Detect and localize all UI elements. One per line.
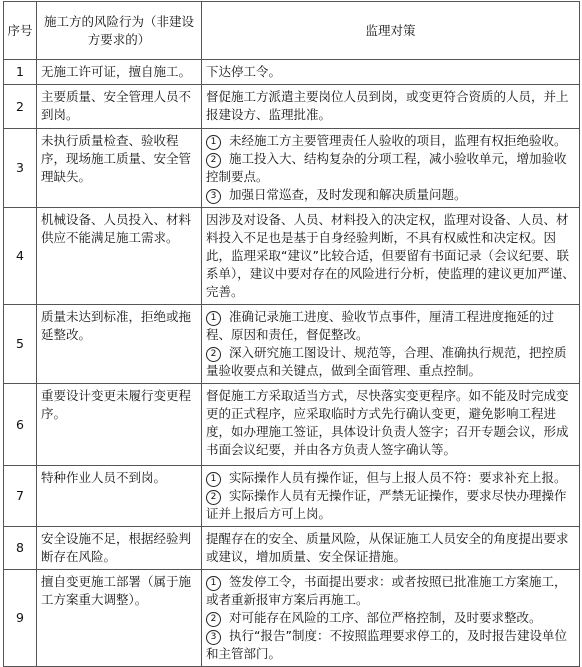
circled-number-badge: 1 [206,135,221,150]
header-measure: 监理对策 [202,2,580,60]
measure-item: 2 对可能存在风险的工序、部位严格控制，及时要求整改。 [206,609,575,627]
risk-behavior-cell: 主要质量、安全管理人员不到岗。 [37,85,202,129]
measure-item: 2 施工投入大、结构复杂的分项工程，减小验收单元，增加验收控制要点。 [206,151,567,184]
measure-item: 1 签发停工令，书面提出要求：或者按照已批准施工方案施工，或者重新报审方案后再施工。 [206,574,567,607]
measure-cell [202,570,580,667]
header-row [4,2,580,60]
circled-number-badge: 3 [206,630,221,645]
risk-behavior-cell: 重要设计变更未履行变更程序。 [37,384,202,466]
table-row [4,527,580,570]
measure-cell [202,60,580,85]
measure-item: 因涉及对设备、人员、材料投入的决定权，监理对设备、人员、材料投入不足也是基于自身经验判断，不具有权威性和决定权。因此，监理采取“建议”比较合适，但要留有书面记录（会议纪要、联系单），建议中要对存在的风险进行分析，使监理的建议更加严谨、完善。 [206,212,575,299]
row-number: 4 [4,208,37,305]
measure-item: 1 未经施工方主要管理责任人验收的项目，监理有权拒绝验收。 [206,132,575,150]
measure-item: 3 执行“报告”制度：不按照监理要求停工的，及时报告建设单位和主管部门。 [206,628,567,661]
circled-number-badge: 2 [206,490,221,505]
risk-behavior-cell: 安全设施不足，根据经验判断存在风险。 [37,527,202,570]
circled-number-badge: 1 [206,311,221,326]
circled-number-badge: 2 [206,153,221,168]
risk-behavior-cell: 机械设备、人员投入、材料供应不能满足施工需求。 [37,208,202,305]
table-row [4,466,580,527]
measure-cell [202,527,580,570]
row-number: 3 [4,129,37,208]
risk-table [3,1,580,667]
risk-behavior-cell: 质量未达到标准，拒绝或拖延整改。 [37,305,202,384]
row-number: 2 [4,85,37,129]
row-number: 9 [4,570,37,667]
row-number: 8 [4,527,37,570]
risk-behavior-cell: 无施工许可证，擅自施工。 [37,60,202,85]
risk-behavior-cell: 擅自变更施工部署（属于施工方案重大调整）。 [37,570,202,667]
header-no: 序号 [4,2,37,60]
table-body [4,60,580,667]
table-row [4,129,580,208]
table-row [4,384,580,466]
measure-cell [202,85,580,129]
row-number: 6 [4,384,37,466]
measure-cell [202,384,580,466]
table-row [4,305,580,384]
measure-item: 下达停工令。 [206,64,282,79]
circled-number-badge: 2 [206,347,221,362]
row-number: 5 [4,305,37,384]
table-row [4,60,580,85]
row-number: 1 [4,60,37,85]
measure-item: 1 准确记录施工进度、验收节点事件，厘清工程进度拖延的过程、原因和责任，督促整改。 [206,309,555,342]
measure-item: 督促施工方派遣主要岗位人员到岗，或变更符合资质的人员，并上报建设方、监理批准。 [206,89,569,122]
row-number: 7 [4,466,37,527]
circled-number-badge: 1 [206,576,221,591]
measure-item: 2 深入研究施工图设计、规范等，合理、准确执行规范，把控质量验收要点和关键点，做到全面管理、重点控制。 [206,345,567,378]
header-risk: 施工方的风险行为（非建设方要求的） [37,2,202,60]
circled-number-badge: 2 [206,612,221,627]
measure-item: 督促施工方采取适当方式，尽快落实变更程序。如不能及时完成变更的正式程序，应采取临时方式先行确认变更，避免影响工程进度，如办理施工签证，具体设计负责人签字；召开专题会议，形成书面会议纪要，并由各方负责人签字确认等。 [206,388,569,457]
measure-cell [202,129,580,208]
table-row [4,208,580,305]
risk-behavior-cell: 特种作业人员不到岗。 [37,466,202,527]
measure-item: 提醒存在的安全、质量风险，从保证施工人员安全的角度提出要求或建议，增加质量、安全保证措施。 [206,531,569,564]
circled-number-badge: 1 [206,472,221,487]
measure-item: 2 实际操作人员有无操作证，严禁无证操作，要求尽快办理操作证并上报后方可上岗。 [206,488,567,521]
measure-cell [202,466,580,527]
risk-behavior-cell: 未执行质量检查、验收程序，现场施工质量、安全管理缺失。 [37,129,202,208]
table-row [4,570,580,667]
measure-item: 1 实际操作人员有操作证，但与上报人员不符：要求补充上报。 [206,469,575,487]
measure-cell [202,208,580,305]
measure-item: 3 加强日常巡查，及时发现和解决质量问题。 [206,186,575,204]
measure-cell [202,305,580,384]
table-row [4,85,580,129]
circled-number-badge: 3 [206,189,221,204]
